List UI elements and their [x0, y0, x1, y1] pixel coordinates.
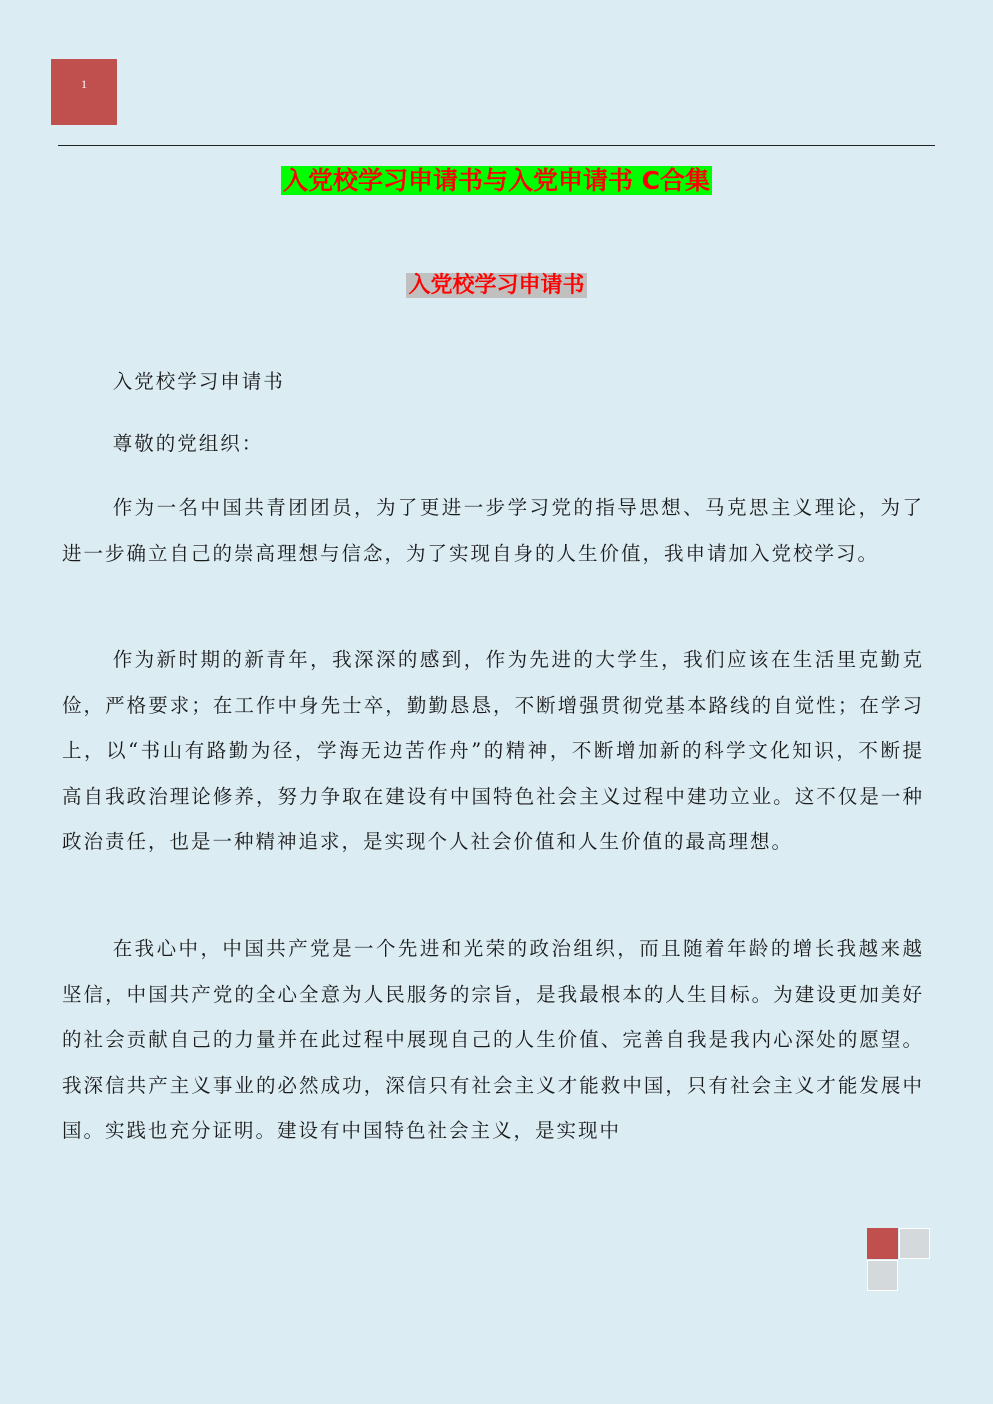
section-title-text: 入党校学习申请书: [408, 273, 585, 298]
salutation: 尊敬的党组织：: [112, 432, 264, 455]
corner-decoration: [867, 1228, 933, 1294]
document-title: [0, 164, 993, 198]
decor-square-gray: [899, 1228, 930, 1259]
section-title: [0, 271, 993, 301]
decor-square-red: [867, 1228, 898, 1259]
decor-square-gray: [867, 1260, 898, 1291]
page-number: 1: [81, 77, 87, 91]
body-paragraph: 在我心中，中国共产党是一个先进和光荣的政治组织，而且随着年龄的增长我越来越坚信，中国共产党的全心全意为人民服务的宗旨，是我最根本的人生目标。为建设更加美好的社会贡献自己的力量并在此过程中展现自己的人生价值、完善自我是我内心深处的愿望。我深信共产主义事业的必然成功，深信只有社会主义才能救中国，只有社会主义才能发展中国。实践也充分证明。建设有中国特色社会主义，是实现中: [62, 937, 924, 1142]
header-divider: [58, 145, 935, 146]
body-paragraph: 作为一名中国共青团团员，为了更进一步学习党的指导思想、马克思主义理论，为了进一步确立自己的崇高理想与信念，为了实现自身的人生价值，我申请加入党校学习。: [62, 496, 924, 565]
page-number-badge: [51, 59, 117, 125]
document-title-text: 入党校学习申请书与入党申请书 C合集: [282, 166, 711, 195]
body-heading-line: 入党校学习申请书: [112, 370, 285, 393]
body-paragraph: 作为新时期的新青年，我深深的感到，作为先进的大学生，我们应该在生活里克勤克俭，严格要求；在工作中身先士卒，勤勤恳恳，不断增强贯彻党基本路线的自觉性；在学习上，以“书山有路勤为径，学海无边苦作舟”的精神，不断增加新的科学文化知识，不断提高自我政治理论修养，努力争取在建设有中国特色社会主义过程中建功立业。这不仅是一种政治责任，也是一种精神追求，是实现个人社会价值和人生价值的最高理想。: [62, 648, 924, 853]
